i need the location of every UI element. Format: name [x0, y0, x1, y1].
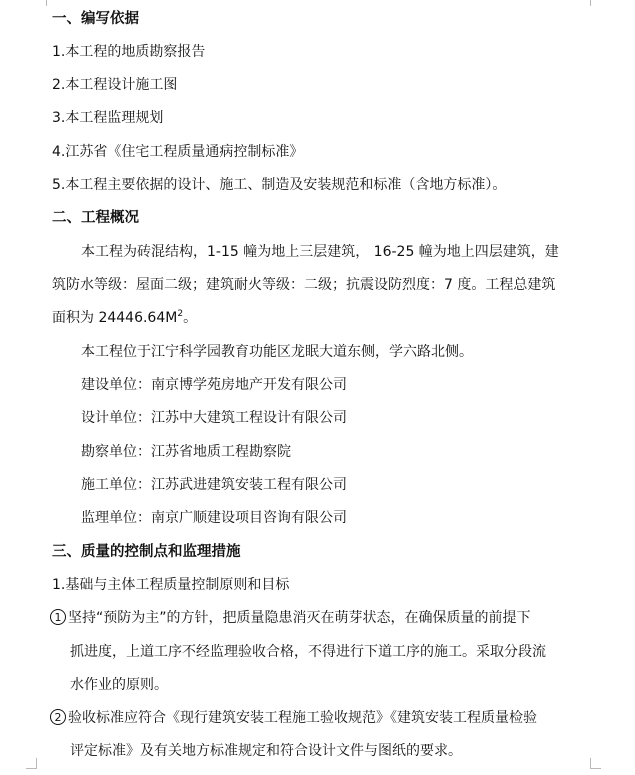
overview-location: 本工程位于江宁科学园教育功能区龙眠大道东侧，学六路北侧。 — [81, 344, 473, 360]
basis-item-5: 5.本工程主要依据的设计、施工、制造及安装规范和标准（含地方标准）。 — [52, 177, 507, 193]
overview-para1-line2: 筑防水等级：屋面二级；建筑耐火等级：二级；抗震设防烈度：7 度。工程总建筑 — [52, 277, 556, 293]
total-area-text: 面积为 24446.64M — [52, 310, 178, 326]
unit-design: 设计单位：江苏中大建筑工程设计有限公司 — [81, 410, 347, 426]
overview-para1-line1: 本工程为砖混结构，1-15 幢为地上三层建筑， 16-25 幢为地上四层建筑，建 — [81, 244, 559, 260]
basis-item-3: 3.本工程监理规划 — [52, 110, 164, 126]
unit-supervision: 监理单位：南京广顺建设项目咨询有限公司 — [81, 510, 347, 526]
basis-item-1: 1.本工程的地质勘察报告 — [52, 44, 206, 60]
quality-item-1-line3: 水作业的原则。 — [70, 677, 168, 693]
quality-item-2-text1: 验收标准应符合《现行建筑安装工程施工验收规范》《建筑安装工程质量检验 — [68, 710, 537, 726]
circled-number-2: 2 — [50, 709, 66, 725]
quality-sub-heading-1: 1.基础与主体工程质量控制原则和目标 — [52, 577, 290, 593]
quality-item-1-line1 — [50, 608, 531, 628]
area-period: 。 — [183, 310, 198, 326]
overview-para1-line3 — [52, 308, 197, 328]
section-heading-basis: 一、编写依据 — [52, 11, 139, 27]
unit-construction: 建设单位：南京博学苑房地产开发有限公司 — [81, 377, 347, 393]
page-corner-mark-top-left — [36, 0, 47, 6]
unit-survey: 勘察单位：江苏省地质工程勘察院 — [81, 444, 291, 460]
quality-item-1-line2: 抓进度，上道工序不经监理验收合格，不得进行下道工序的施工。采取分段流 — [70, 644, 546, 660]
page-corner-mark-top-right — [590, 0, 601, 6]
unit-builder: 施工单位：江苏武进建筑安装工程有限公司 — [81, 477, 347, 493]
circled-number-1: 1 — [50, 609, 66, 625]
basis-item-4: 4.江苏省《住宅工程质量通病控制标准》 — [52, 144, 304, 160]
page-corner-mark-bottom-left — [26, 758, 37, 769]
area-unit-superscript: 2 — [177, 309, 184, 319]
section-heading-overview: 二、工程概况 — [52, 210, 139, 226]
quality-item-2-line2: 评定标准》及有关地方标准规定和符合设计文件与图纸的要求。 — [70, 743, 462, 759]
quality-item-2-line1 — [50, 708, 537, 728]
page-corner-mark-bottom-right — [590, 758, 601, 769]
section-heading-quality: 三、质量的控制点和监理措施 — [52, 544, 241, 560]
basis-item-2: 2.本工程设计施工图 — [52, 77, 178, 93]
quality-item-1-text1: 坚持“预防为主”的方针，把质量隐患消灭在萌芽状态，在确保质量的前提下 — [68, 610, 531, 626]
